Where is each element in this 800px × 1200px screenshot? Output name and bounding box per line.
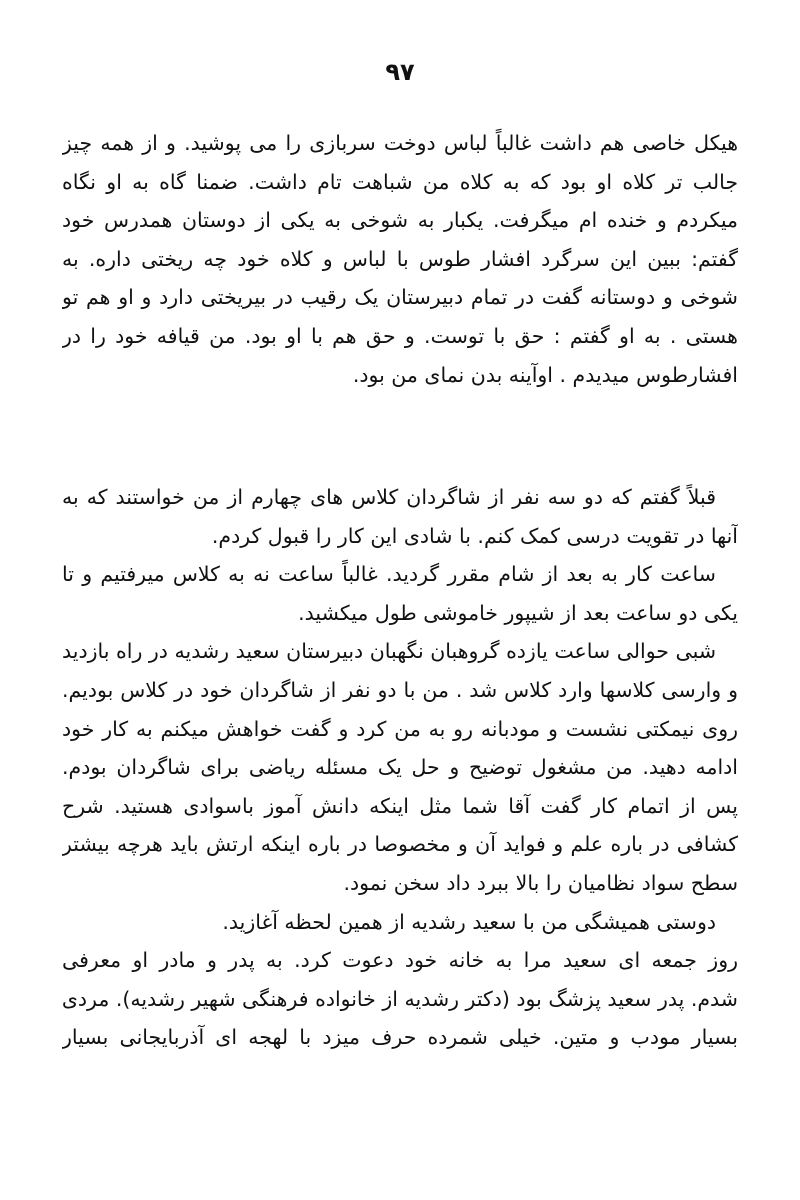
- text-line: و وارسی کلاسها وارد کلاس شد . من با دو نفر از شاگردان خود در کلاس بودیم.: [62, 677, 738, 702]
- page-number: ۹۷: [385, 58, 415, 86]
- text-line: گفتم: ببین این سرگرد افشار طوس با لباس و کلاه خود چه ریختی داره. به: [62, 246, 738, 271]
- text-line: روی نیمکتی نشست و مودبانه رو به من کرد و گفت خواهش میکنم به کار خود: [62, 716, 738, 741]
- text-line: جالب تر کلاه او بود که به کلاه من شباهت تام داشت. ضمنا گاه به او نگاه: [62, 169, 738, 194]
- paragraph-block-2: [62, 478, 738, 1057]
- text-line: سطح سواد نظامیان را بالا ببرد داد سخن نمود.: [343, 870, 738, 895]
- text-line: آنها در تقویت درسی کمک کنم. با شادی این کار را قبول کردم.: [211, 523, 738, 548]
- text-line: پس از اتمام کار گفت آقا شما مثل اینکه دانش آموز باسوادی هستید. شرح: [62, 793, 738, 818]
- text-line: شدم. پدر سعید پزشگ بود (دکتر رشدیه از خانواده فرهنگی شهیر رشدیه). مردی: [62, 986, 738, 1011]
- text-line: هستی . به او گفتم : حق با توست. و حق هم با او بود. من قیافه خود را در: [62, 323, 738, 348]
- text-line: شوخی و دوستانه گفت در تمام دبیرستان یک رقیب در بیریختی دارد و او هم تو: [62, 285, 738, 310]
- text-line: روز جمعه ای سعید مرا به خانه خود دعوت کرد. به پدر و مادر او معرفی: [62, 948, 738, 973]
- text-line: افشارطوس میدیدم . اوآینه بدن نمای من بود.: [352, 362, 738, 387]
- text-line: یکی دو ساعت بعد از شیپور خاموشی طول میکشید.: [298, 600, 738, 625]
- text-line: ادامه دهید. من مشغول توضیح و حل یک مسئله ریاضی برای شاگردان بودم.: [62, 755, 738, 780]
- text-line: هیکل خاصی هم داشت غالباً لباس دوخت سربازی را می پوشید. و از همه چیز: [62, 131, 738, 155]
- paragraph-block-1: [62, 124, 738, 394]
- text-line: شبی حوالی ساعت یازده گروهبان نگهبان دبیرستان سعید رشدیه در راه بازدید: [62, 639, 716, 664]
- text-line: کشافی در باره علم و فواید آن و مخصوصا در باره اینکه ارتش باید هرچه بیشتر: [62, 832, 738, 857]
- text-line: قبلاً گفتم که دو سه نفر از شاگردان کلاس های چهارم از من خواستند که به: [62, 485, 716, 509]
- text-line: میکردم و خنده ام میگرفت. یکبار به شوخی به یکی از دوستان همدرس خود: [62, 208, 738, 233]
- text-line: بسیار مودب و متین. خیلی شمرده حرف میزد با لهجه ای آذربایجانی بسیار: [62, 1025, 738, 1050]
- text-line: دوستی همیشگی من با سعید رشدیه از همین لحظه آغازید.: [222, 909, 716, 934]
- text-line: ساعت کار به بعد از شام مقرر گردید. غالباً ساعت نه به کلاس میرفتیم و تا: [62, 562, 716, 587]
